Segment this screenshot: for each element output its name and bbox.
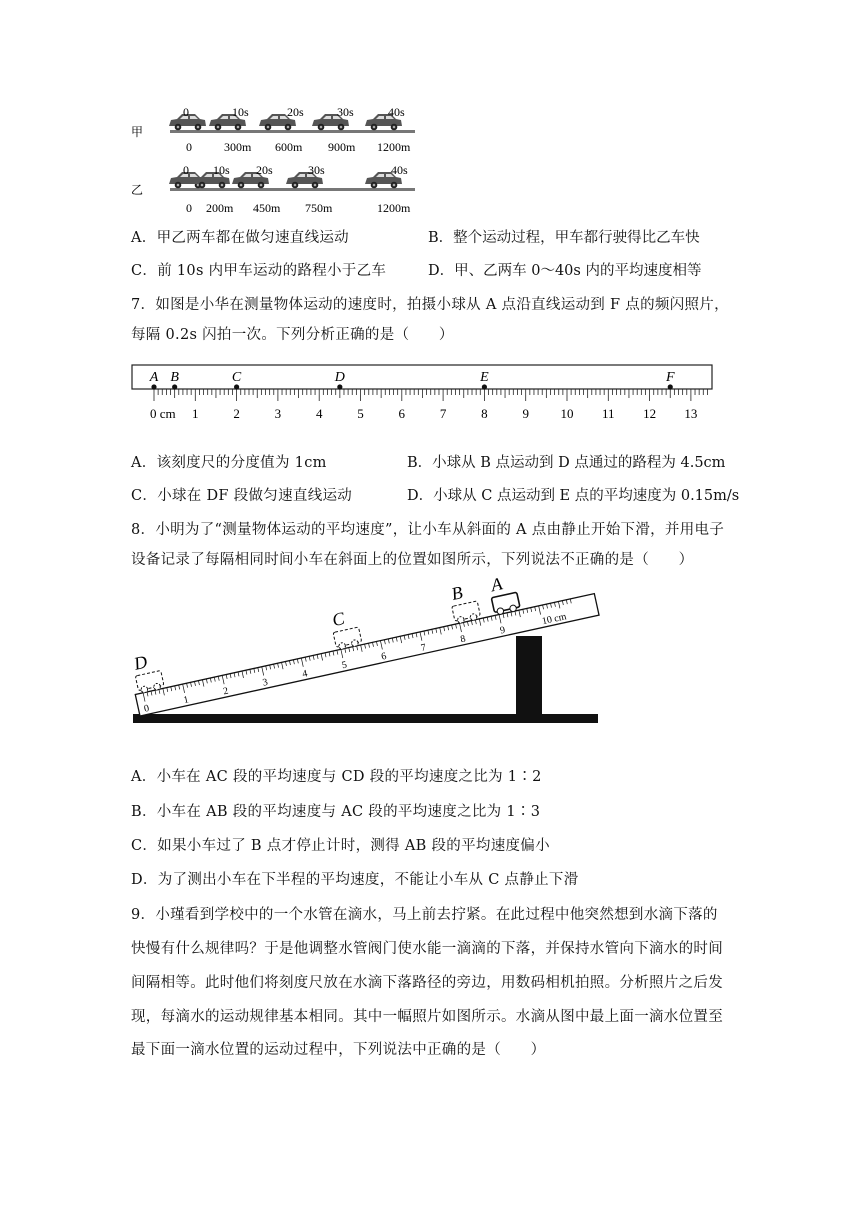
ruler-tick-label: 7 bbox=[439, 406, 447, 421]
distance-label: 450m bbox=[253, 201, 281, 215]
row-label-yi: 乙 bbox=[131, 183, 144, 197]
q8-option-b: B．小车在 AB 段的平均速度与 AC 段的平均速度之比为 1∶3 bbox=[131, 804, 541, 820]
ruler-tick-label: 13 bbox=[684, 406, 698, 421]
distance-label: 600m bbox=[275, 140, 303, 154]
cart-label: A bbox=[489, 573, 505, 596]
q7-stem-line1: 7．如图是小华在测量物体运动的速度时，拍摄小球从 A 点沿直线运动到 F 点的频闪照片， bbox=[131, 297, 729, 313]
q9-line1: 9．小瑾看到学校中的一个水管在滴水，马上前去拧紧。在此过程中他突然想到水滴下落的 bbox=[131, 907, 718, 923]
ruler-tick-label: 11 bbox=[602, 406, 615, 421]
incline-tick-label: 5 bbox=[340, 659, 349, 672]
q9-line4: 现，每滴水的运动规律基本相同。其中一幅照片如图所示。水滴从图中最上面一滴水位置至 bbox=[131, 1009, 723, 1025]
q9-line5: 最下面一滴水位置的运动过程中，下列说法中正确的是（ ） bbox=[131, 1042, 546, 1058]
incline-tick-label: 6 bbox=[380, 650, 388, 663]
point-label: E bbox=[480, 370, 489, 385]
ball-point bbox=[337, 384, 342, 389]
q7-ruler-figure bbox=[128, 362, 718, 436]
point-label: D bbox=[334, 370, 345, 385]
q8-option-a: A．小车在 AC 段的平均速度与 CD 段的平均速度之比为 1∶2 bbox=[131, 769, 542, 785]
ruler-tick-label: 9 bbox=[522, 406, 529, 421]
q9-line3: 间隔相等。此时他们将刻度尺放在水滴下落路径的旁边，用数码相机拍照。分析照片之后发 bbox=[131, 975, 723, 991]
q6-option-d: D．甲、乙两车 0～40s 内的平均速度相等 bbox=[428, 263, 702, 279]
ball-point bbox=[172, 384, 177, 389]
cart-label: D bbox=[132, 651, 150, 674]
road-jia bbox=[170, 130, 415, 133]
q7-option-a: A．该刻度尺的分度值为 1cm bbox=[131, 455, 327, 471]
distance-label: 1200m bbox=[377, 201, 411, 215]
point-label: B bbox=[170, 370, 179, 385]
ruler-tick-label: 4 bbox=[315, 406, 323, 421]
ruler-tick-label: 0 cm bbox=[150, 406, 176, 421]
ball-point bbox=[482, 384, 487, 389]
incline-tick-label: 4 bbox=[301, 668, 309, 681]
q8-option-d: D．为了测出小车在下半程的平均速度，不能让小车从 C 点静止下滑 bbox=[131, 872, 579, 888]
ball-point bbox=[234, 384, 239, 389]
q7-option-c: C．小球在 DF 段做匀速直线运动 bbox=[131, 488, 353, 504]
ball-point bbox=[668, 384, 673, 389]
point-label: A bbox=[149, 370, 159, 385]
ruler-tick-label: 3 bbox=[274, 406, 282, 421]
time-label: 30s bbox=[308, 163, 325, 177]
point-label: C bbox=[231, 370, 242, 385]
q8-incline-figure bbox=[128, 573, 608, 748]
q6-option-a: A．甲乙两车都在做匀速直线运动 bbox=[131, 230, 349, 246]
car-motion-figure bbox=[125, 100, 425, 220]
car-motion-svg bbox=[125, 100, 425, 220]
distance-label: 0 bbox=[186, 140, 192, 154]
incline-tick-label: 1 bbox=[182, 694, 190, 707]
ruler-tick-label: 5 bbox=[357, 406, 364, 421]
ruler-ticks bbox=[154, 389, 707, 401]
ball-point bbox=[151, 384, 156, 389]
distance-label: 300m bbox=[224, 140, 252, 154]
ruler-tick-label: 1 bbox=[192, 406, 199, 421]
q8-stem-line1: 8．小明为了“测量物体运动的平均速度”，让小车从斜面的 A 点由静止开始下滑，并用电子 bbox=[131, 522, 725, 538]
q8-incline-svg bbox=[128, 573, 608, 748]
ruler-tick-labels bbox=[150, 406, 697, 421]
point-label: F bbox=[665, 370, 675, 385]
q7-option-d: D．小球从 C 点运动到 E 点的平均速度为 0.15m/s bbox=[407, 488, 740, 504]
ruler-tick-label: 12 bbox=[643, 406, 657, 421]
distance-label: 750m bbox=[305, 201, 333, 215]
q7-option-b: B．小球从 B 点运动到 D 点通过的路程为 4.5cm bbox=[407, 455, 726, 471]
incline-tick-label: 7 bbox=[419, 642, 428, 654]
ruler-tick-label: 2 bbox=[233, 406, 240, 421]
distance-label: 1200m bbox=[377, 140, 411, 154]
time-label: 20s bbox=[256, 163, 273, 177]
time-label: 0 bbox=[183, 163, 189, 177]
ruler-body bbox=[132, 365, 712, 389]
incline-tick-label: 0 bbox=[143, 703, 151, 715]
incline-tick-label: 10 cm bbox=[541, 611, 568, 628]
distance-label: 900m bbox=[328, 140, 356, 154]
q9-line2: 快慢有什么规律吗？于是他调整水管阀门使水能一滴滴的下落，并保持水管向下滴水的时间 bbox=[131, 941, 723, 957]
incline-tick-label: 8 bbox=[459, 633, 467, 646]
road-yi bbox=[170, 188, 415, 191]
q6-option-c: C．前 10s 内甲车运动的路程小于乙车 bbox=[131, 263, 387, 279]
cart-label: C bbox=[330, 608, 347, 631]
distance-label: 0 bbox=[186, 201, 192, 215]
support-block bbox=[516, 636, 542, 718]
time-label: 30s bbox=[337, 105, 354, 119]
q6-option-b: B．整个运动过程，甲车都行驶得比乙车快 bbox=[428, 230, 700, 246]
q8-stem-line2: 设备记录了每隔相同时间小车在斜面上的位置如图所示，下列说法不正确的是（ ） bbox=[131, 552, 694, 568]
ruler-tick-label: 10 bbox=[560, 406, 574, 421]
incline-tick-label: 9 bbox=[499, 624, 507, 637]
time-label: 20s bbox=[287, 105, 304, 119]
distance-label: 200m bbox=[206, 201, 234, 215]
q7-ruler-svg bbox=[128, 362, 718, 436]
ruler-tick-label: 6 bbox=[398, 406, 406, 421]
time-label: 10s bbox=[232, 105, 249, 119]
incline-tick-label: 2 bbox=[222, 685, 230, 698]
row-label-jia: 甲 bbox=[131, 125, 144, 139]
time-label: 40s bbox=[391, 163, 408, 177]
q8-option-c: C．如果小车过了 B 点才停止计时，测得 AB 段的平均速度偏小 bbox=[131, 838, 550, 854]
time-label: 40s bbox=[388, 105, 405, 119]
time-label: 10s bbox=[213, 163, 230, 177]
time-label: 0 bbox=[183, 105, 189, 119]
incline-tick-label: 3 bbox=[261, 676, 269, 689]
q7-stem-line2: 每隔 0.2s 闪拍一次。下列分析正确的是（ ） bbox=[131, 327, 454, 343]
ruler-tick-label: 8 bbox=[481, 406, 488, 421]
cart-label: B bbox=[449, 582, 465, 605]
